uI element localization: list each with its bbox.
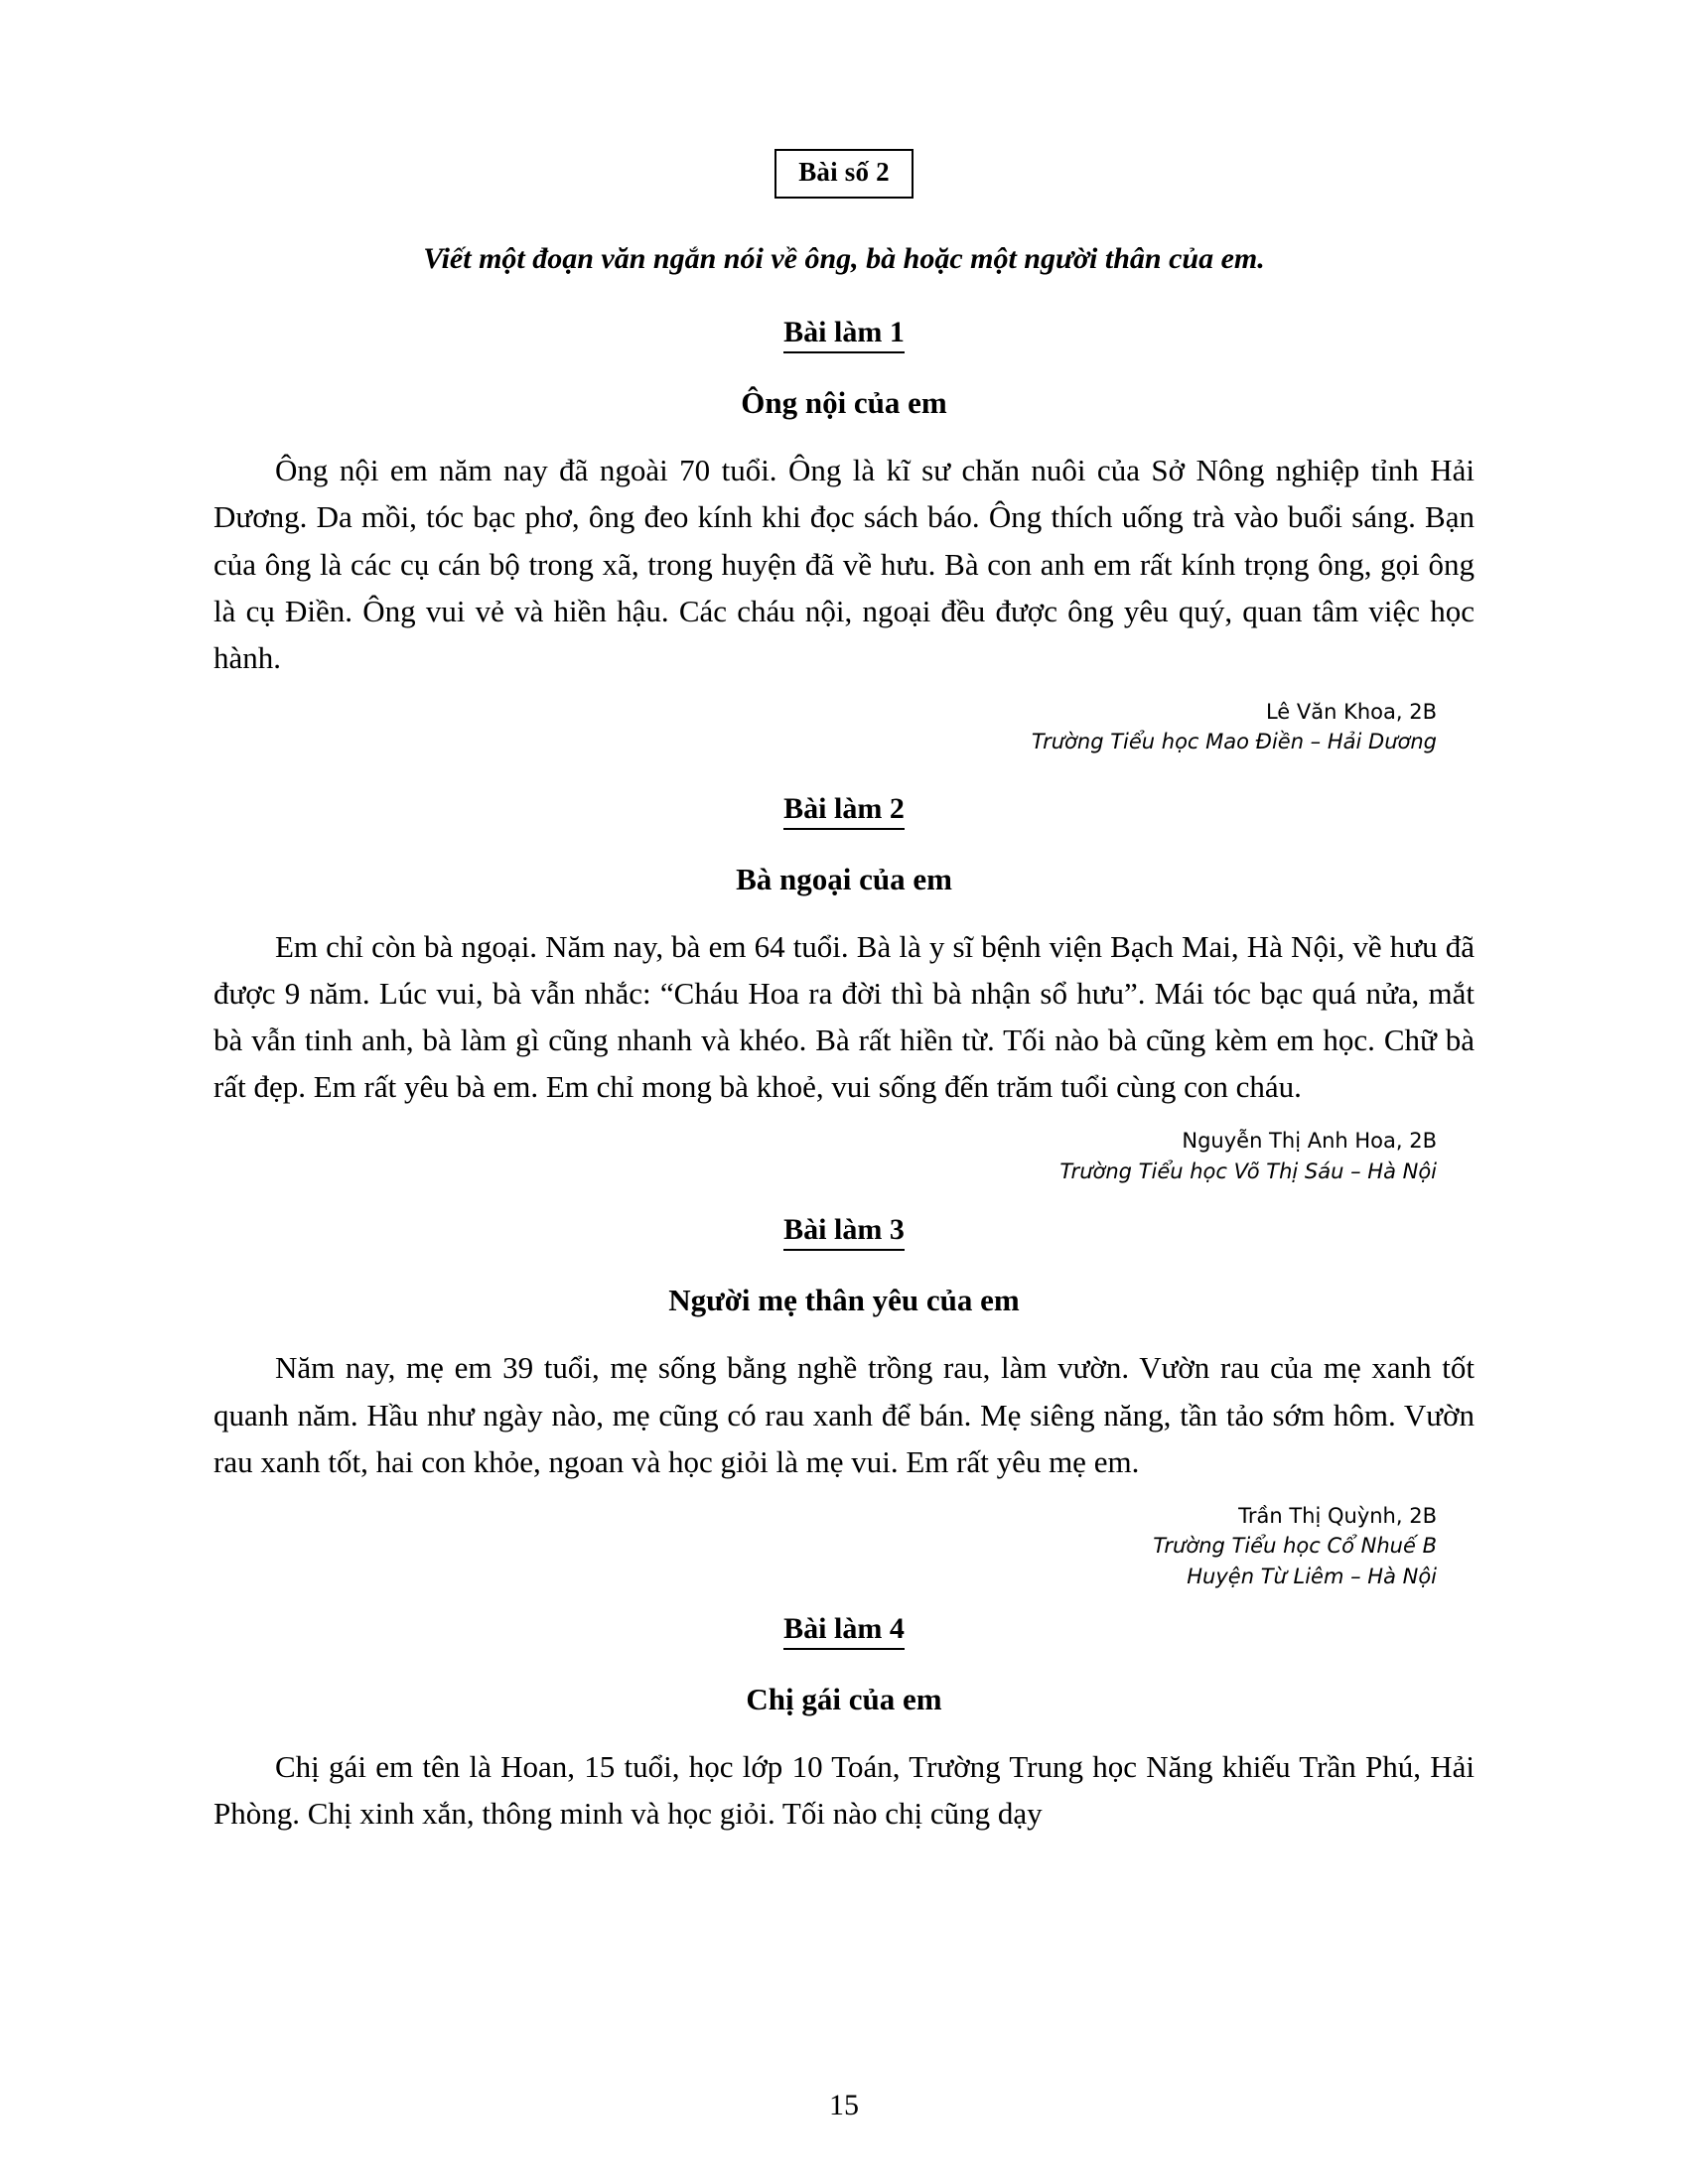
essay-heading-1-label: Bài làm 1 (783, 316, 905, 353)
essay-paragraph: Năm nay, mẹ em 39 tuổi, mẹ sống bằng nghề trồng rau, làm vườn. Vườn rau của mẹ xanh tốt quanh năm. Hầu như ngày nào, mẹ cũng có rau xanh để bán. Mẹ siêng năng, tần tảo sớm hôm. Vườn rau xanh tốt, hai con khỏe, ngoan và học giỏi là mẹ vui. Em rất yêu mẹ em. (213, 1350, 1475, 1479)
school-district: Huyện Từ Liêm – Hà Nội (1187, 1564, 1437, 1588)
essay-paragraph: Em chỉ còn bà ngoại. Năm nay, bà em 64 tuổi. Bà là y sĩ bệnh viện Bạch Mai, Hà Nội, về hưu đã được 9 năm. Lúc vui, bà vẫn nhắc: “Cháu Hoa ra đời thì bà nhận sổ hưu”. Mái tóc bạc quá nửa, mắt bà vẫn tinh anh, bà làm gì cũng nhanh và khéo. Bà rất hiền từ. Tối nào bà cũng kèm em học. Chữ bà rất đẹp. Em rất yêu bà em. Em chỉ mong bà khoẻ, vui sống đến trăm tuổi cùng con cháu. (213, 928, 1475, 1105)
exercise-number-wrapper (213, 149, 1475, 199)
exercise-number-box: Bài số 2 (774, 149, 914, 199)
school-name: Trường Tiểu học Võ Thị Sáu – Hà Nội (1059, 1159, 1437, 1183)
author-name: Nguyễn Thị Anh Hoa, 2B (1182, 1129, 1437, 1154)
page-content (213, 149, 1475, 1838)
exercise-prompt: Viết một đoạn văn ngắn nói về ông, bà hoặc một người thân của em. (423, 241, 1265, 275)
page-number: 15 (829, 2089, 859, 2121)
essay-title-4: Chị gái của em (746, 1682, 942, 1717)
essay-attribution-1 (213, 697, 1475, 757)
essay-title-3: Người mẹ thân yêu của em (668, 1283, 1020, 1318)
essay-paragraph: Ông nội em năm nay đã ngoài 70 tuổi. Ông là kĩ sư chăn nuôi của Sở Nông nghiệp tỉnh Hải Dương. Da mồi, tóc bạc phơ, ông đeo kính khi đọc sách báo. Ông thích uống trà vào buổi sáng. Bạn của ông là các cụ cán bộ trong xã, trong huyện đã về hưu. Bà con anh em rất kính trọng ông, gọi ông là cụ Điền. Ông vui vẻ và hiền hậu. Các cháu nội, ngoại đều được ông yêu quý, quan tâm việc học hành. (213, 453, 1475, 675)
essay-paragraph: Chị gái em tên là Hoan, 15 tuổi, học lớp 10 Toán, Trường Trung học Năng khiếu Trần Phú, Hải Phòng. Chị xinh xắn, thông minh và học giỏi. Tối nào chị cũng dạy (213, 1749, 1475, 1832)
essay-heading-3 (213, 1212, 1475, 1248)
essay-attribution-2 (213, 1126, 1475, 1186)
essay-attribution-3 (213, 1501, 1475, 1591)
essay-heading-4-label: Bài làm 4 (783, 1612, 905, 1650)
author-name: Lê Văn Khoa, 2B (1265, 699, 1437, 724)
essay-title-2: Bà ngoại của em (736, 861, 952, 896)
essay-title-1: Ông nội của em (741, 385, 947, 421)
essay-heading-2 (213, 791, 1475, 827)
essay-heading-4 (213, 1611, 1475, 1647)
essay-heading-2-label: Bài làm 2 (783, 792, 905, 830)
essay-heading-1 (213, 315, 1475, 350)
school-name: Trường Tiểu học Cổ Nhuế B (1153, 1534, 1437, 1559)
author-name: Trần Thị Quỳnh, 2B (1238, 1503, 1437, 1528)
school-name: Trường Tiểu học Mao Điền – Hải Dương (1031, 730, 1437, 754)
essay-heading-3-label: Bài làm 3 (783, 1213, 905, 1251)
